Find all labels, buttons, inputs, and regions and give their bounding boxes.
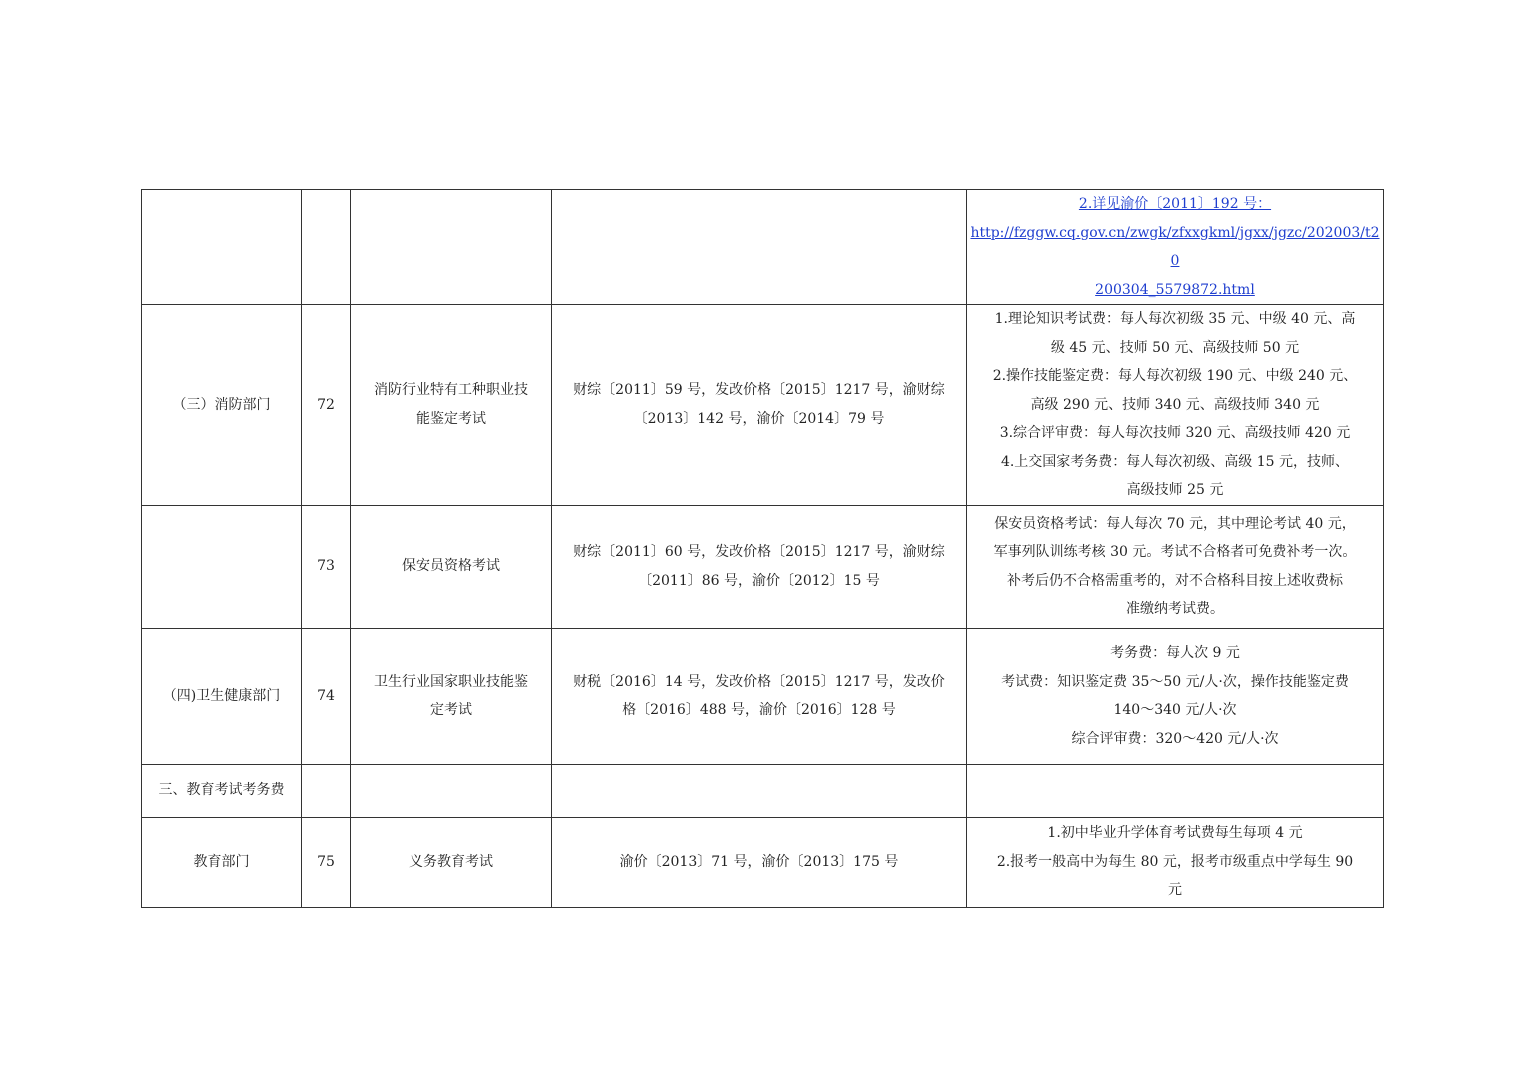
policy-basis-line: 财综〔2011〕60 号，发改价格〔2015〕1217 号，渝财综 <box>573 544 945 560</box>
fee-line: 级 45 元、技师 50 元、高级技师 50 元 <box>1050 339 1300 356</box>
fee-table <box>141 189 1384 908</box>
fee-line: 高级 290 元、技师 340 元、高级技师 340 元 <box>1030 396 1320 413</box>
exam-item-cell <box>351 817 552 907</box>
policy-basis-cell <box>552 817 967 907</box>
table-row <box>142 628 1384 764</box>
exam-item-line: 消防行业特有工种职业技 <box>374 382 528 399</box>
fee-line: 2.操作技能鉴定费：每人每次初级 190 元、中级 240 元、 <box>992 368 1358 384</box>
item-number-cell: 73 <box>302 505 351 628</box>
exam-item-line: 义务教育考试 <box>409 853 493 870</box>
exam-item-cell <box>351 505 552 628</box>
policy-basis-cell <box>552 190 967 305</box>
policy-link-text[interactable]: 2.详见渝价〔2011〕192 号： <box>1078 196 1272 212</box>
department-cell: （四)卫生健康部门 <box>142 628 302 764</box>
policy-basis-line: 格〔2016〕488 号，渝价〔2016〕128 号 <box>622 702 896 718</box>
fee-standard-cell <box>967 505 1384 628</box>
fee-line: 考务费：每人次 9 元 <box>1110 645 1240 661</box>
policy-link-url-cont[interactable]: 200304_5579872.html <box>1095 281 1255 298</box>
policy-basis-cell <box>552 628 967 764</box>
item-number-cell: 74 <box>302 628 351 764</box>
table-row <box>142 305 1384 506</box>
fee-line: 保安员资格考试：每人每次 70 元，其中理论考试 40 元， <box>994 515 1356 532</box>
fee-line: 2.报考一般高中为每生 80 元，报考市级重点中学每生 90 <box>996 853 1354 870</box>
policy-link-url[interactable]: http://fzggw.cq.gov.cn/zwgk/zfxxgkml/jgxx/jgzc/202003/t20 <box>970 224 1380 269</box>
item-number-cell <box>302 190 351 305</box>
policy-basis-line: 财税〔2016〕14 号，发改价格〔2015〕1217 号，发改价 <box>573 673 945 690</box>
fee-line: 元 <box>1168 882 1182 899</box>
exam-item-line: 保安员资格考试 <box>402 558 500 575</box>
department-cell: （三）消防部门 <box>142 305 302 506</box>
policy-basis-line: 渝价〔2013〕71 号，渝价〔2013〕175 号 <box>619 853 899 870</box>
fee-line: 高级技师 25 元 <box>1126 482 1224 498</box>
exam-item-cell <box>351 190 552 305</box>
department-cell: 教育部门 <box>142 817 302 907</box>
fee-line: 3.综合评审费：每人每次技师 320 元、高级技师 420 元 <box>999 425 1351 441</box>
fee-line: 4.上交国家考务费：每人每次初级、高级 15 元，技师、 <box>1000 453 1350 470</box>
policy-basis-cell <box>552 305 967 506</box>
fee-standard-cell <box>967 628 1384 764</box>
table-row <box>142 190 1384 305</box>
fee-standard-cell <box>967 190 1384 305</box>
policy-basis-line: 〔2011〕86 号，渝价〔2012〕15 号 <box>638 572 880 589</box>
fee-line: 综合评审费：320～420 元/人·次 <box>1071 730 1279 747</box>
policy-basis-cell <box>552 505 967 628</box>
fee-line: 140～340 元/人·次 <box>1113 702 1237 718</box>
fee-line: 军事列队训练考核 30 元。考试不合格者可免费补考一次。 <box>993 544 1357 560</box>
exam-item-line: 定考试 <box>430 702 472 718</box>
exam-item-cell <box>351 305 552 506</box>
section-title-cell: 三、教育考试考务费 <box>142 764 302 817</box>
exam-item-line: 能鉴定考试 <box>416 410 486 427</box>
policy-basis-line: 〔2013〕142 号，渝价〔2014〕79 号 <box>633 410 885 427</box>
fee-line: 1.理论知识考试费：每人每次初级 35 元、中级 40 元、高 <box>994 311 1356 327</box>
fee-line: 1.初中毕业升学体育考试费每生每项 4 元 <box>1047 825 1303 842</box>
department-cell <box>142 505 302 628</box>
fee-standard-cell <box>967 305 1384 506</box>
exam-item-cell <box>351 628 552 764</box>
item-number-cell: 72 <box>302 305 351 506</box>
policy-basis-cell <box>552 764 967 817</box>
fee-standard-cell <box>967 764 1384 817</box>
fee-standard-cell <box>967 817 1384 907</box>
item-number-cell <box>302 764 351 817</box>
fee-line: 考试费：知识鉴定费 35～50 元/人·次，操作技能鉴定费 <box>1001 673 1349 690</box>
exam-item-cell <box>351 764 552 817</box>
department-cell <box>142 190 302 305</box>
fee-line: 准缴纳考试费。 <box>1126 601 1224 617</box>
table-row <box>142 817 1384 907</box>
item-number-cell: 75 <box>302 817 351 907</box>
policy-basis-line: 财综〔2011〕59 号，发改价格〔2015〕1217 号，渝财综 <box>573 382 945 399</box>
fee-line: 补考后仍不合格需重考的，对不合格科目按上述收费标 <box>1007 572 1343 589</box>
table-row <box>142 505 1384 628</box>
exam-item-line: 卫生行业国家职业技能鉴 <box>374 673 528 690</box>
section-row <box>142 764 1384 817</box>
